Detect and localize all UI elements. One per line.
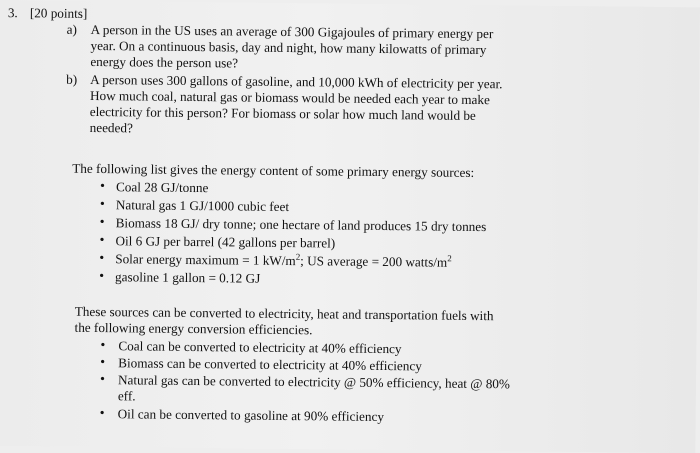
- bullet-icon: •: [100, 355, 106, 371]
- bullet-icon: •: [99, 197, 105, 213]
- bullet-icon: •: [99, 406, 105, 422]
- conversion-item: Coal can be converted to electricity at 40% efficiency: [118, 338, 402, 357]
- part-b-label: b): [66, 71, 78, 87]
- bullet-icon: •: [99, 372, 106, 388]
- part-b-line: A person uses 300 gallons of gasoline, and 10,000 kWh of electricity per year.: [90, 71, 503, 92]
- conversion-item: eff.: [117, 388, 136, 404]
- energy-item: Coal 28 GJ/tonne: [115, 179, 209, 196]
- part-a-line: energy does the person use?: [90, 53, 239, 71]
- conversion-item: Biomass can be converted to electricity at 40% efficiency: [118, 355, 422, 374]
- energy-content-intro: The following list gives the energy content of some primary energy sources:: [72, 160, 475, 180]
- bullet-icon: •: [99, 233, 105, 249]
- conversion-item: Natural gas can be converted to electricity @ 50% efficiency, heat @ 80%: [117, 372, 511, 392]
- part-a-line: A person in the US uses an average of 300 Gigajoules of primary energy per: [90, 21, 494, 42]
- energy-item-solar: [115, 251, 452, 271]
- question-number: 3.: [7, 5, 18, 21]
- part-a-line: year. On a continuous basis, day and night, how many kilowatts of primary: [90, 37, 487, 58]
- bullet-icon: •: [99, 215, 105, 231]
- conversion-item: Oil can be converted to gasoline at 90% efficiency: [117, 406, 385, 425]
- solar-text: Solar energy maximum = 1 kW/m: [115, 251, 296, 269]
- solar-superscript: 2: [295, 251, 301, 262]
- bullet-icon: •: [100, 338, 106, 354]
- energy-item: Biomass 18 GJ/ dry tonne; one hectare of land produces 15 dry tonnes: [115, 215, 487, 235]
- energy-item: gasoline 1 gallon = 0.12 GJ: [115, 269, 261, 286]
- bullet-icon: •: [99, 251, 105, 267]
- conversion-intro: the following energy conversion efficiencies.: [74, 319, 313, 338]
- part-a-label: a): [66, 21, 78, 37]
- energy-item: Natural gas 1 GJ/1000 cubic feet: [115, 197, 290, 215]
- bullet-icon: •: [99, 269, 105, 285]
- part-b-line: How much coal, natural gas or biomass would be needed each year to make: [89, 87, 490, 108]
- conversion-intro: These sources can be converted to electricity, heat and transportation fuels with: [74, 303, 494, 324]
- bullet-icon: •: [99, 179, 106, 195]
- part-b-line: electricity for this person? For biomass or solar how much land would be: [89, 103, 476, 123]
- question-points: [20 points]: [29, 5, 88, 21]
- solar-text: ; US average = 200 watts/m: [300, 253, 448, 270]
- energy-item: Oil 6 GJ per barrel (42 gallons per barrel): [115, 233, 336, 251]
- solar-superscript: 2: [447, 253, 452, 264]
- part-b-line: needed?: [89, 119, 133, 136]
